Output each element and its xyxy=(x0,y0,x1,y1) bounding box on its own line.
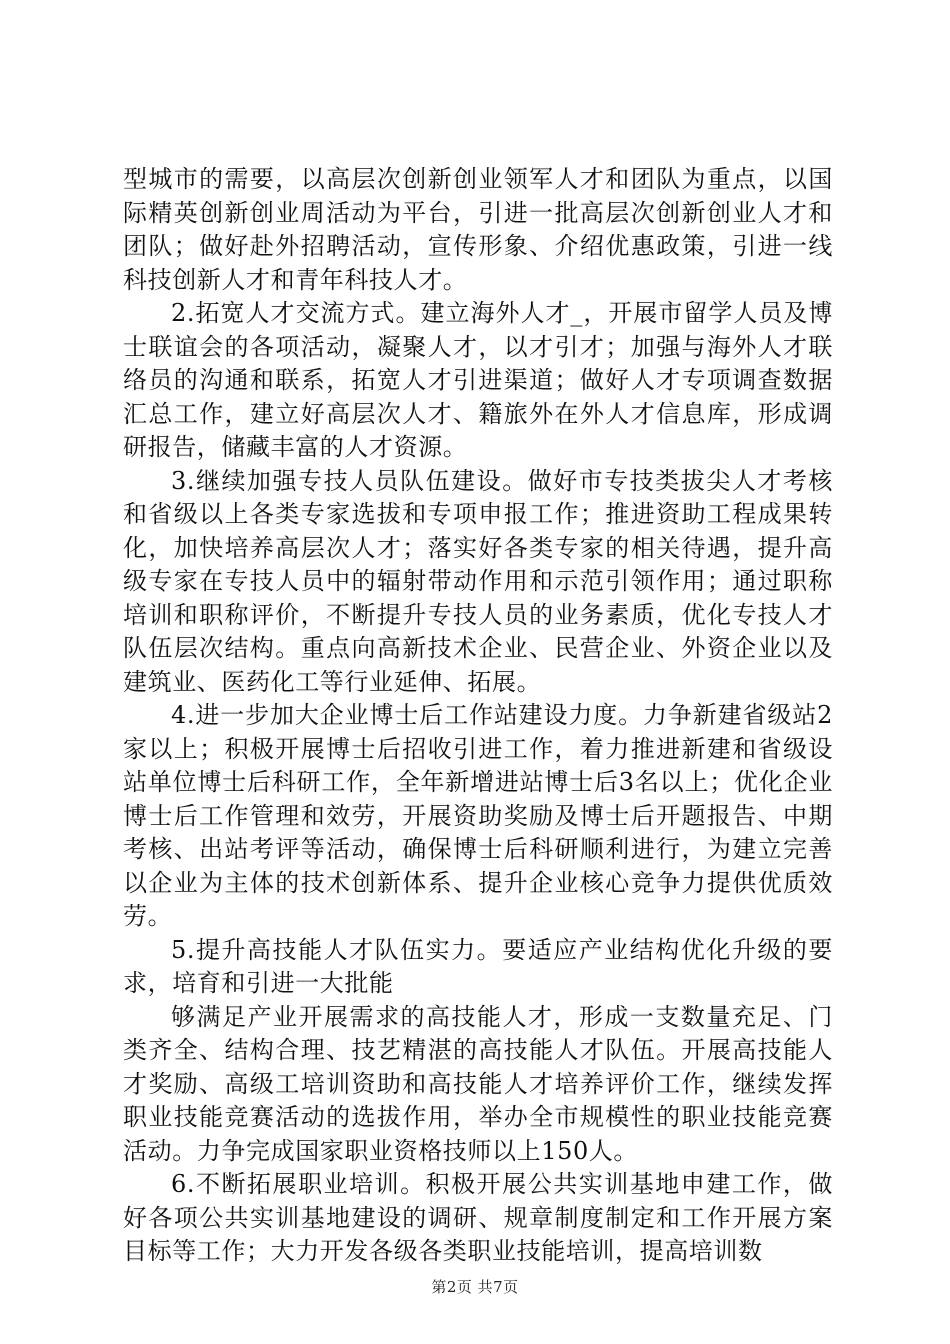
paragraph-professional-staff: 3.继续加强专技人员队伍建设。做好市专技类拔尖人才考核和省级以上各类专家选拔和专项申报工作；推进资助工程成果转化，加快培养高层次人才；落实好各类专家的相关待遇，提升高级专家在专技人员中的辐射带动作用和示范引领作用；通过职称培训和职称评价，不断提升专技人员的业务素质，优化专技人才队伍层次结构。重点向高新技术企业、民营企业、外资企业以及建筑业、医药化工等行业延伸、拓展。 xyxy=(123,466,833,696)
page-number-footer: 第2页 共7页 xyxy=(431,1278,519,1296)
paragraph-postdoc-station: 4.进一步加大企业博士后工作站建设力度。力争新建省级站2家以上；积极开展博士后招收引进工作，着力推进新建和省级设站单位博士后科研工作，全年新增进站博士后3名以上；优化企业博士后工作管理和效劳，开展资助奖励及博士后开题报告、中期考核、出站考评等活动，确保博士后科研顺利进行，为建立完善以企业为主体的技术创新体系、提升企业核心竞争力提供优质效劳。 xyxy=(123,701,833,930)
paragraph-high-skill-continued: 够满足产业开展需求的高技能人才，形成一支数量充足、门类齐全、结构合理、技艺精湛的高技能人才队伍。开展高技能人才奖励、高级工培训资助和高技能人才培养评价工作，继续发挥职业技能竞赛活动的选拔作用，举办全市规模性的职业技能竞赛活动。力争完成国家职业资格技师以上150人。 xyxy=(123,1002,833,1165)
paragraph-high-skill-talent: 5.提升高技能人才队伍实力。要适应产业结构优化升级的要求，培育和引进一大批能 xyxy=(123,935,833,997)
paragraph-vocational-training: 6.不断拓展职业培训。积极开展公共实训基地申建工作，做好各项公共实训基地建设的调研、规章制度制定和工作开展方案目标等工作；大力开发各级各类职业技能培训，提高培训数 xyxy=(123,1170,833,1265)
document-body xyxy=(123,163,833,1269)
paragraph-talent-exchange: 2.拓宽人才交流方式。建立海外人才_，开展市留学人员及博士联谊会的各项活动，凝聚人才，以才引才；加强与海外人才联络员的沟通和联系，拓宽人才引进渠道；做好人才专项调查数据汇总工作，建立好高层次人才、籍旅外在外人才信息库，形成调研报告，储藏丰富的人才资源。 xyxy=(123,299,833,461)
paragraph-continuation: 型城市的需要，以高层次创新创业领军人才和团队为重点，以国际精英创新创业周活动为平台，引进一批高层次创新创业人才和团队；做好赴外招聘活动，宣传形象、介绍优惠政策，引进一线科技创新人才和青年科技人才。 xyxy=(123,165,833,294)
